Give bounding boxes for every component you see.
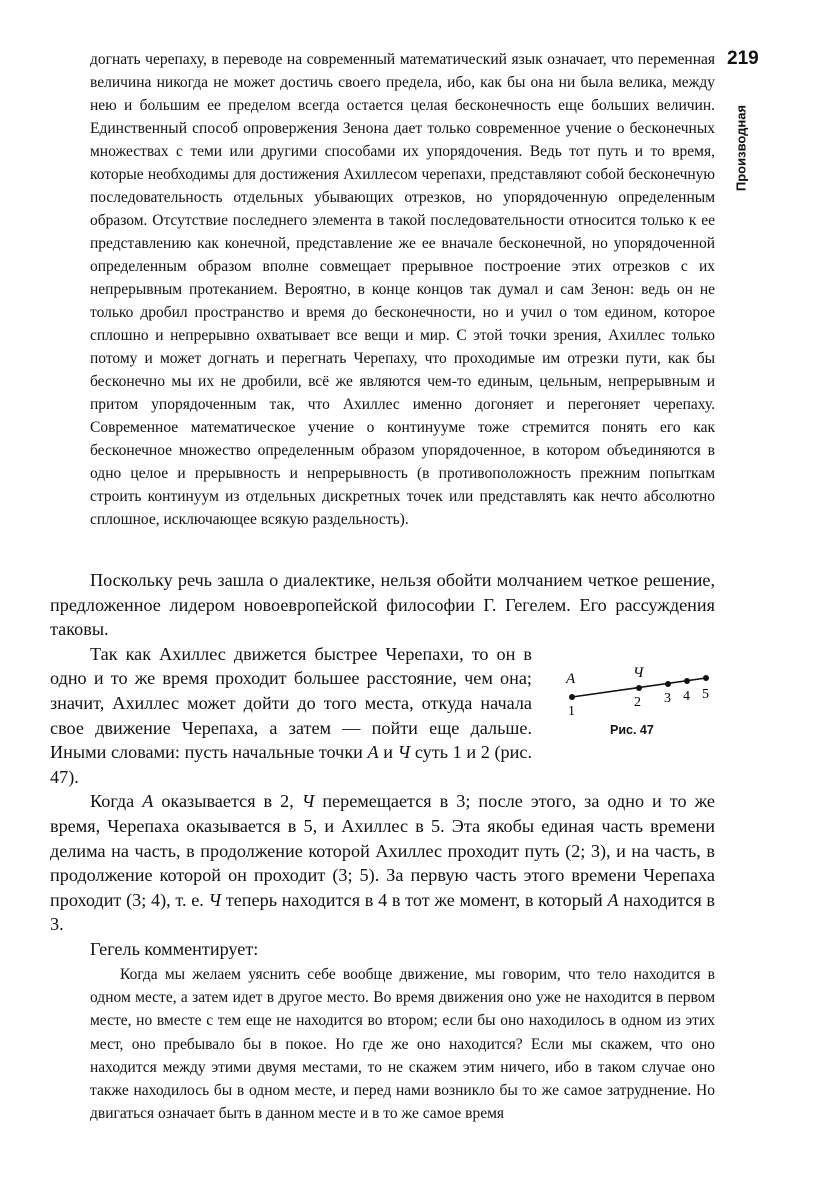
- quote-paragraph: догнать черепаху, в переводе на современный математический язык означает, что переменная величина никогда не может достичь своего предела, ибо, как бы она ни была велика, между нею и большим ее пределом всегда остается целая бесконечность еще больших величин. Единственный способ опровержения Зенона дает только современное учение о бесконечных множествах с теми или другими способами их упорядочения. Ведь тот путь и то время, которые необходимы для достижения Ахиллесом черепахи, представляют собой бесконечную последовательность отдельных убывающих отрезков, но упорядоченную определенным образом. Отсутствие последнего элемента в такой последовательности относится только к ее представлению как конечной, представление же ее вначале бесконечной, но упорядоченной определенным образом вполне совмещает прерывное построение этих отрезков с их непрерывным протеканием. Вероятно, в конце концов так думал и сам Зенон: ведь он не только дробил пространство и время до бесконечности, но и учил о том едином, которое сплошно и непрерывно охватывает все вещи и мир. С этой точки зрения, Ахиллес только потому и может догнать и перегнать Черепаху, что проходимые им отрезки пути, как бы бесконечно мы их не дробили, всё же являются чем-то единым, цельным, непрерывным и притом упорядоченным так, что Ахиллес именно догоняет и перегоняет черепаху. Современное математическое учение о континууме тоже стремится понять его как бесконечное множество определенным образом упорядоченное, в котором объединяются в одно целое и прерывность и непрерывность (в противоположность прежним попыткам строить континуум из отдельных дискретных точек или представлять как нечто абсолютно сплошное, исключающее всякую раздельность).: [90, 51, 715, 528]
- symbol-ch: Ч: [301, 791, 315, 812]
- point-4: [684, 678, 690, 684]
- label-ch: Ч: [633, 665, 644, 681]
- text-run: находится в 3.: [50, 889, 715, 935]
- text-run: теперь находится в 4 в тот же момент, в который: [221, 889, 608, 910]
- figure-caption: Рис. 47: [610, 723, 654, 737]
- paragraph-hegel-argument: [50, 642, 532, 790]
- symbol-a: А: [142, 791, 154, 812]
- figure-47: [553, 655, 718, 750]
- label-a: А: [566, 671, 576, 687]
- point-label-3: 3: [664, 691, 671, 706]
- main-text: [50, 568, 715, 962]
- point-3: [665, 681, 671, 687]
- point-2: [636, 685, 642, 691]
- symbol-ch: Ч: [208, 889, 222, 910]
- paragraph-dialectic: Поскольку речь зашла о диалектике, нельзя обойти молчанием четкое решение, предложенное лидером новоевропейской философии Г. Гегелем. Его рассуждения таковы.: [50, 570, 715, 640]
- point-label-4: 4: [683, 689, 690, 704]
- text-run: перемещается в 3; после этого, за одно и то же время, Черепаха оказывается в 5, и Ахиллес в 5. Эта якобы единая часть времени делима на часть, в продолжение которой Ахиллес проходит путь (2; 3), и на часть, в продолжение которой он проходит (3; 5). За первую часть этого времени Черепаха проходит (3; 4), т. е.: [50, 791, 715, 910]
- text-run: Так как Ахиллес движется быстрее Черепахи, то он в одно и то же время проходит большее расстояние, чем она; значит, Ахиллес может дойти до того места, откуда начала свое движение Черепаха, а затем — пойти еще дальше. Иными словами: пусть начальные точки: [50, 643, 532, 763]
- section-side-label: Производная: [733, 104, 749, 192]
- point-label-1: 1: [568, 704, 575, 719]
- quote-block-hegel: [90, 963, 715, 1125]
- text-run: Когда: [90, 791, 143, 812]
- text-run: оказывается в 2,: [153, 791, 302, 812]
- paragraph-hegel-comments: Гегель комментирует:: [90, 938, 259, 959]
- point-label-5: 5: [702, 687, 709, 702]
- text-run: и: [378, 742, 398, 763]
- symbol-a: А: [367, 742, 379, 763]
- quote-paragraph: Когда мы желаем уяснить себе вообще движение, мы говорим, что тело находится в одном месте, а затем идет в другое место. Во время движения оно уже не находится в первом месте, но вместе с тем еще не находится во втором; если бы оно находилось в одном из этих мест, оно пребывало бы в покое. Но где же оно находится? Если мы скажем, что оно находится между этими двумя местами, то не скажем этим ничего, ибо в таком случае оно также находилось бы в одном месте, и перед нами возникло бы то же самое затруднение. Но двигаться означает быть в данном месте и в то же самое время: [90, 966, 715, 1123]
- text-run: суть 1 и 2 (рис. 47).: [50, 742, 532, 787]
- symbol-a: А: [607, 889, 619, 910]
- page-number: 219: [727, 48, 759, 69]
- symbol-ch: Ч: [397, 742, 411, 763]
- point-1: [569, 694, 575, 700]
- point-label-2: 2: [634, 695, 641, 710]
- paragraph-points: [50, 789, 715, 937]
- point-5: [703, 675, 709, 681]
- figure-47-diagram: [553, 655, 718, 725]
- quote-block-zeno: [90, 48, 715, 531]
